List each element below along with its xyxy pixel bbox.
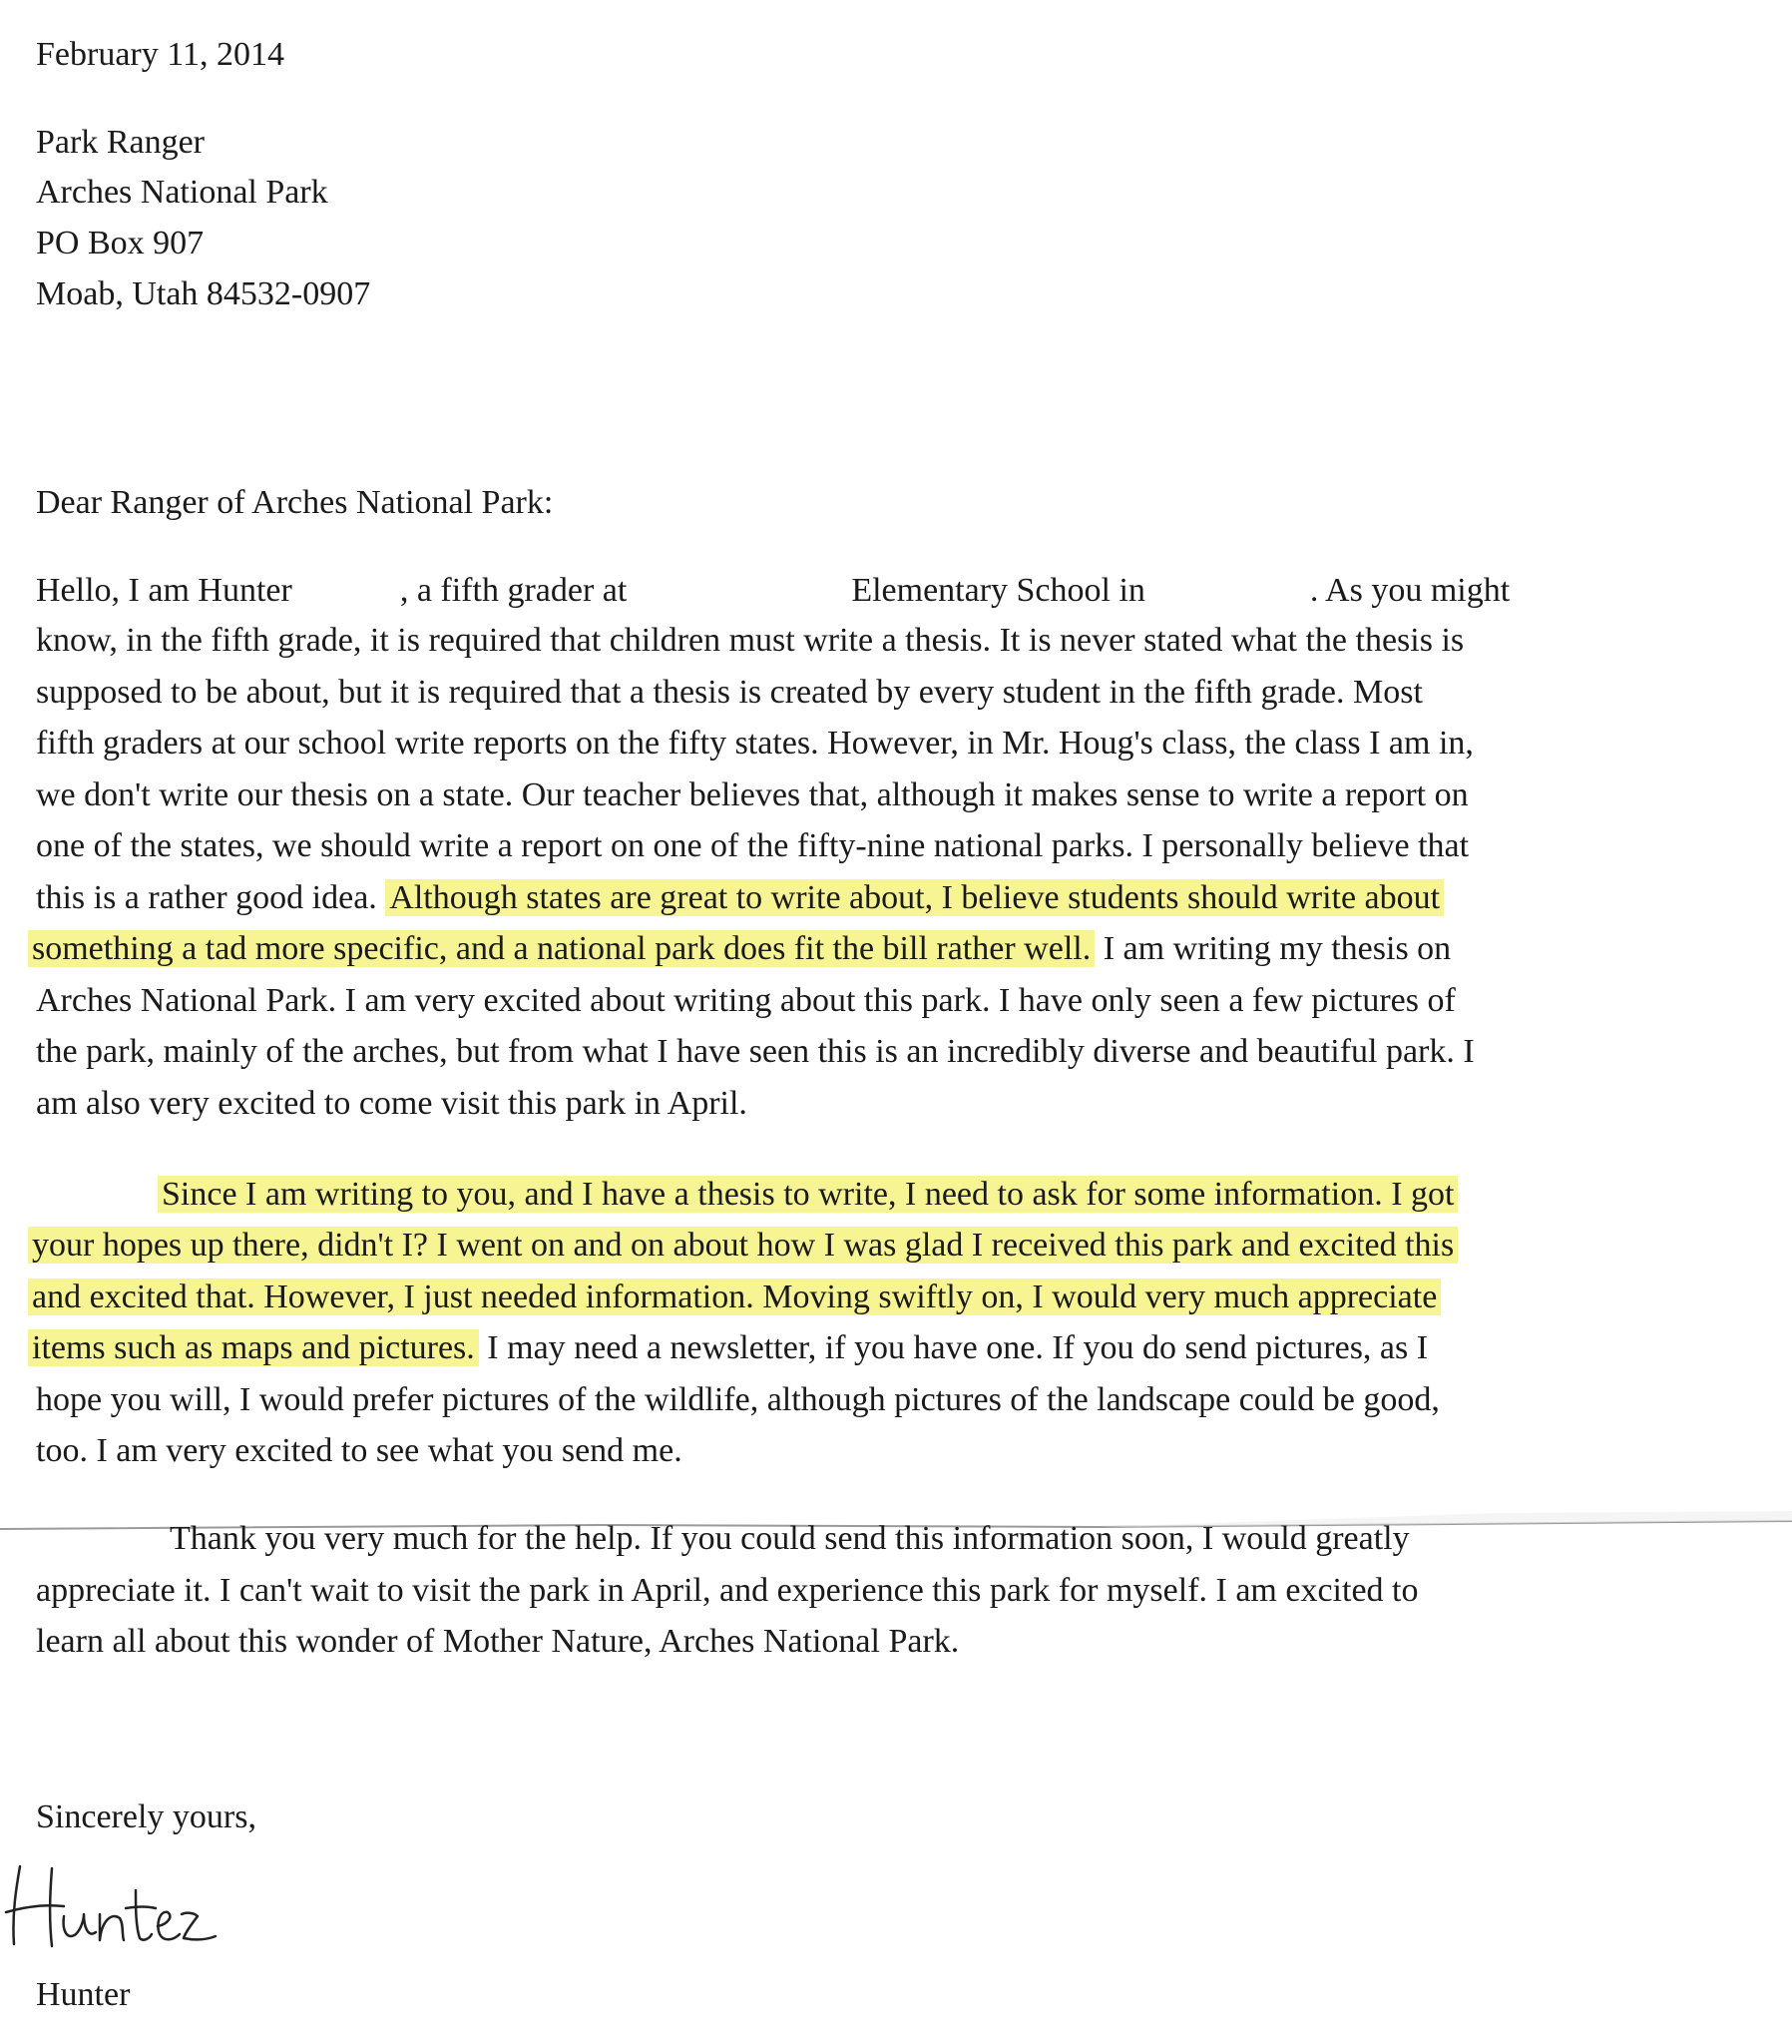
text-segment: this is a rather good idea. — [36, 879, 377, 916]
paragraph2-line1 — [158, 1174, 1792, 1216]
highlighted-text: Although states are great to write about, I believe students should write about — [385, 879, 1444, 916]
paragraph1-line2: know, in the fifth grade, it is required that children must write a thesis. It is never stated what the thesis is — [36, 622, 1465, 659]
salutation: Dear Ranger of Arches National Park: — [36, 484, 554, 521]
letter-date: February 11, 2014 — [36, 36, 284, 73]
paragraph1-line11: am also very excited to come visit this park in April. — [36, 1085, 747, 1122]
paragraph1-line4: fifth graders at our school write reports on the fifty states. However, in Mr. Houg's class, the class I am in, — [36, 725, 1474, 762]
paragraph2-line3 — [28, 1277, 1724, 1318]
text-segment: . As you might — [1309, 572, 1511, 609]
address-line-4: Moab, Utah 84532-0907 — [36, 275, 371, 312]
paragraph2-line6: too. I am very excited to see what you send me. — [36, 1432, 682, 1469]
text-segment: Hello, I am Hunter — [36, 572, 292, 609]
highlighted-text: your hopes up there, didn't I? I went on and on about how I was glad I received this park and excited this — [28, 1227, 1458, 1264]
paragraph1-line7 — [36, 877, 1732, 919]
address-line-1: Park Ranger — [36, 124, 206, 161]
paragraph1-line9: Arches National Park. I am very excited about writing about this park. I have only seen a few pictures of — [36, 982, 1456, 1019]
address-line-3: PO Box 907 — [36, 225, 205, 261]
text-segment: I may need a newsletter, if you have one. If you do send pictures, as I — [487, 1329, 1429, 1366]
text-segment: I am writing my thesis on — [1103, 930, 1452, 967]
address-line-2: Arches National Park — [36, 174, 328, 211]
paragraph1-line10: the park, mainly of the arches, but from what I have seen this is an incredibly diverse and beautiful park. I — [36, 1033, 1475, 1070]
paragraph1-line6: one of the states, we should write a report on one of the fifty-nine national parks. I personally believe that — [36, 827, 1470, 864]
paragraph2-line2 — [28, 1225, 1724, 1267]
paragraph2-line4 — [28, 1327, 1724, 1369]
text-segment: Elementary School in — [851, 572, 1145, 609]
closing: Sincerely yours, — [36, 1798, 256, 1835]
paragraph3-line1: Thank you very much for the help. If you could send this information soon, I would greatly — [170, 1520, 1410, 1557]
paragraph3-line2: appreciate it. I can't wait to visit the park in April, and experience this park for myself. I am excited to — [36, 1572, 1419, 1609]
text-segment: , a fifth grader at — [399, 572, 628, 609]
paragraph1-line8 — [28, 928, 1724, 970]
highlighted-text: and excited that. However, I just needed information. Moving swiftly on, I would very much appreciate — [28, 1278, 1441, 1315]
printed-name: Hunter — [36, 1976, 131, 2013]
paragraph1-line3: supposed to be about, but it is required that a thesis is created by every student in the fifth grade. Most — [36, 674, 1423, 711]
paragraph1-line5: we don't write our thesis on a state. Our teacher believes that, although it makes sense to write a report on — [36, 776, 1469, 813]
highlighted-text: Since I am writing to you, and I have a thesis to write, I need to ask for some information. I got — [158, 1176, 1458, 1213]
paragraph2-line5: hope you will, I would prefer pictures of the wildlife, although pictures of the landscape could be good, — [36, 1381, 1440, 1418]
handwritten-signature — [2, 1854, 241, 1964]
paragraph3-line3: learn all about this wonder of Mother Nature, Arches National Park. — [36, 1623, 960, 1660]
paragraph1-line1 — [36, 570, 1732, 612]
highlighted-text: something a tad more specific, and a national park does fit the bill rather well. — [28, 930, 1095, 967]
highlighted-text: items such as maps and pictures. — [28, 1329, 479, 1366]
